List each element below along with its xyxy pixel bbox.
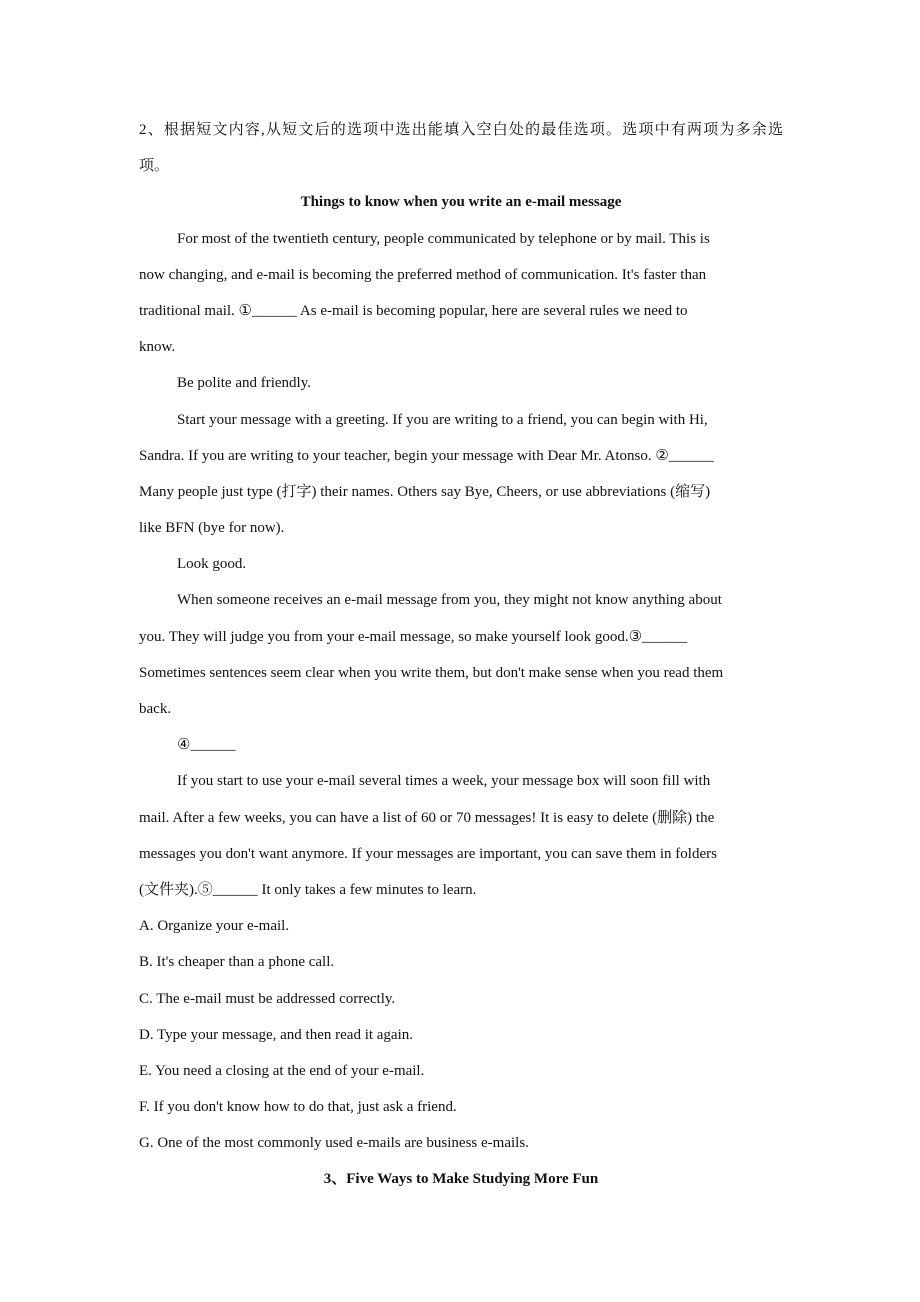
heading-look-good: Look good. bbox=[177, 556, 247, 573]
paragraph-3-line-1: When someone receives an e-mail message from you, they might not know anything about bbox=[177, 592, 722, 609]
option-f: F. If you don't know how to do that, just ask a friend. bbox=[139, 1099, 457, 1116]
paragraph-4-line-1: If you start to use your e-mail several times a week, your message box will soon fill with bbox=[177, 773, 711, 790]
option-g: G. One of the most commonly used e-mails are business e-mails. bbox=[139, 1135, 529, 1152]
option-c: C. The e-mail must be addressed correctly. bbox=[139, 990, 396, 1007]
paragraph-2-line-3: Many people just type (打字) their names. Others say Bye, Cheers, or use abbreviations (缩写) bbox=[139, 483, 711, 500]
paragraph-3-line-3: Sometimes sentences seem clear when you write them, but don't make sense when you read them bbox=[139, 664, 724, 681]
paragraph-1-line-1: For most of the twentieth century, people communicated by telephone or by mail. This is bbox=[177, 230, 710, 247]
heading-blank-4: ④______ bbox=[177, 737, 236, 754]
paragraph-1-line-2: now changing, and e-mail is becoming the preferred method of communication. It's faster than bbox=[139, 266, 707, 283]
document-page bbox=[139, 112, 783, 1198]
option-e: E. You need a closing at the end of your e-mail. bbox=[139, 1062, 425, 1079]
paragraph-2-line-4: like BFN (bye for now). bbox=[139, 520, 285, 537]
option-a: A. Organize your e-mail. bbox=[139, 918, 290, 935]
instruction-line-1: 2、根据短文内容,从短文后的选项中选出能填入空白处的最佳选项。选项中有两项为多余选 bbox=[139, 122, 783, 138]
heading-be-polite: Be polite and friendly. bbox=[177, 375, 311, 392]
question-3-title: 3、Five Ways to Make Studying More Fun bbox=[323, 1171, 599, 1188]
option-d: D. Type your message, and then read it again. bbox=[139, 1026, 414, 1043]
paragraph-3-line-2: you. They will judge you from your e-mail message, so make yourself look good.③______ bbox=[139, 628, 688, 645]
option-b: B. It's cheaper than a phone call. bbox=[139, 954, 335, 971]
paragraph-1-line-4: know. bbox=[139, 339, 176, 356]
paragraph-4-line-3: messages you don't want anymore. If your messages are important, you can save them in folders bbox=[139, 845, 717, 862]
instruction-line-2: 项。 bbox=[139, 158, 170, 175]
paragraph-4-line-2: mail. After a few weeks, you can have a list of 60 or 70 messages! It is easy to delete (删除) the bbox=[139, 809, 715, 826]
paragraph-4-line-4: (文件夹).⑤______ It only takes a few minutes to learn. bbox=[139, 881, 477, 898]
paragraph-1-line-3: traditional mail. ①______ As e-mail is becoming popular, here are several rules we need to bbox=[139, 302, 688, 319]
paragraph-2-line-1: Start your message with a greeting. If you are writing to a friend, you can begin with Hi, bbox=[177, 411, 708, 428]
paragraph-2-line-2: Sandra. If you are writing to your teacher, begin your message with Dear Mr. Atonso. ②______ bbox=[139, 447, 714, 464]
paragraph-3-line-4: back. bbox=[139, 701, 172, 717]
passage-title: Things to know when you write an e-mail message bbox=[300, 194, 622, 211]
